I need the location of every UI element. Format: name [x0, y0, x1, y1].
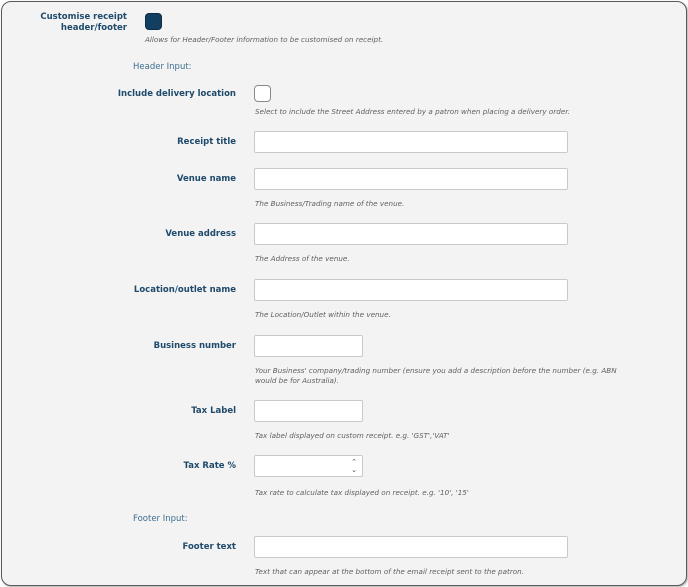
receipt-title-input[interactable]: [254, 131, 568, 153]
tax-rate-hint: Tax rate to calculate tax displayed on receipt. e.g. '10', '15': [255, 488, 469, 497]
venue-address-hint: The Address of the venue.: [255, 254, 350, 263]
business-number-label: Business number: [153, 341, 236, 351]
customise-receipt-hint: Allows for Header/Footer information to be customised on receipt.: [145, 35, 384, 44]
venue-name-label: Venue name: [176, 174, 236, 184]
venue-name-input[interactable]: [254, 168, 568, 190]
chevron-up-icon[interactable]: ⌃: [351, 458, 357, 466]
header-input-heading: Header Input:: [133, 62, 192, 72]
footer-text-hint: Text that can appear at the bottom of the email receipt sent to the patron.: [255, 567, 525, 576]
customise-label-line2: header/footer: [60, 23, 127, 33]
receipt-title-label: Receipt title: [177, 137, 236, 147]
location-name-input[interactable]: [254, 279, 568, 301]
customise-receipt-label: [1, 12, 127, 34]
tax-label-label: Tax Label: [191, 406, 236, 416]
tax-rate-label: Tax Rate %: [183, 461, 236, 471]
tax-rate-stepper[interactable]: [346, 456, 362, 476]
delivery-location-hint: Select to include the Street Address entered by a patron when placing a delivery order.: [255, 107, 570, 116]
tax-label-hint: Tax label displayed on custom receipt. e.g. 'GST','VAT': [255, 431, 450, 440]
business-number-input[interactable]: [254, 335, 363, 357]
delivery-location-checkbox[interactable]: [254, 85, 271, 102]
footer-text-label: Footer text: [182, 542, 236, 552]
delivery-location-label: Include delivery location: [117, 89, 236, 99]
location-name-label: Location/outlet name: [133, 285, 236, 295]
chevron-down-icon[interactable]: ⌄: [351, 466, 357, 474]
business-number-hint-line1: Your Business' company/trading number (ensure you add a description before the number (e.g. ABN: [255, 366, 617, 375]
footer-text-input[interactable]: [254, 536, 568, 558]
venue-name-hint: The Business/Trading name of the venue.: [255, 199, 405, 208]
receipt-settings-panel: [1, 1, 687, 586]
customise-receipt-checkbox[interactable]: [145, 13, 162, 30]
tax-rate-number-input[interactable]: [254, 455, 363, 477]
business-number-hint-line2: would be for Australia).: [255, 376, 339, 385]
tax-label-input[interactable]: [254, 400, 363, 422]
venue-address-label: Venue address: [165, 229, 236, 239]
venue-address-input[interactable]: [254, 223, 568, 245]
business-number-hint: [255, 366, 617, 386]
customise-label-line1: Customise receipt: [40, 12, 127, 22]
footer-input-heading: Footer Input:: [133, 514, 188, 524]
location-name-hint: The Location/Outlet within the venue.: [255, 310, 391, 319]
